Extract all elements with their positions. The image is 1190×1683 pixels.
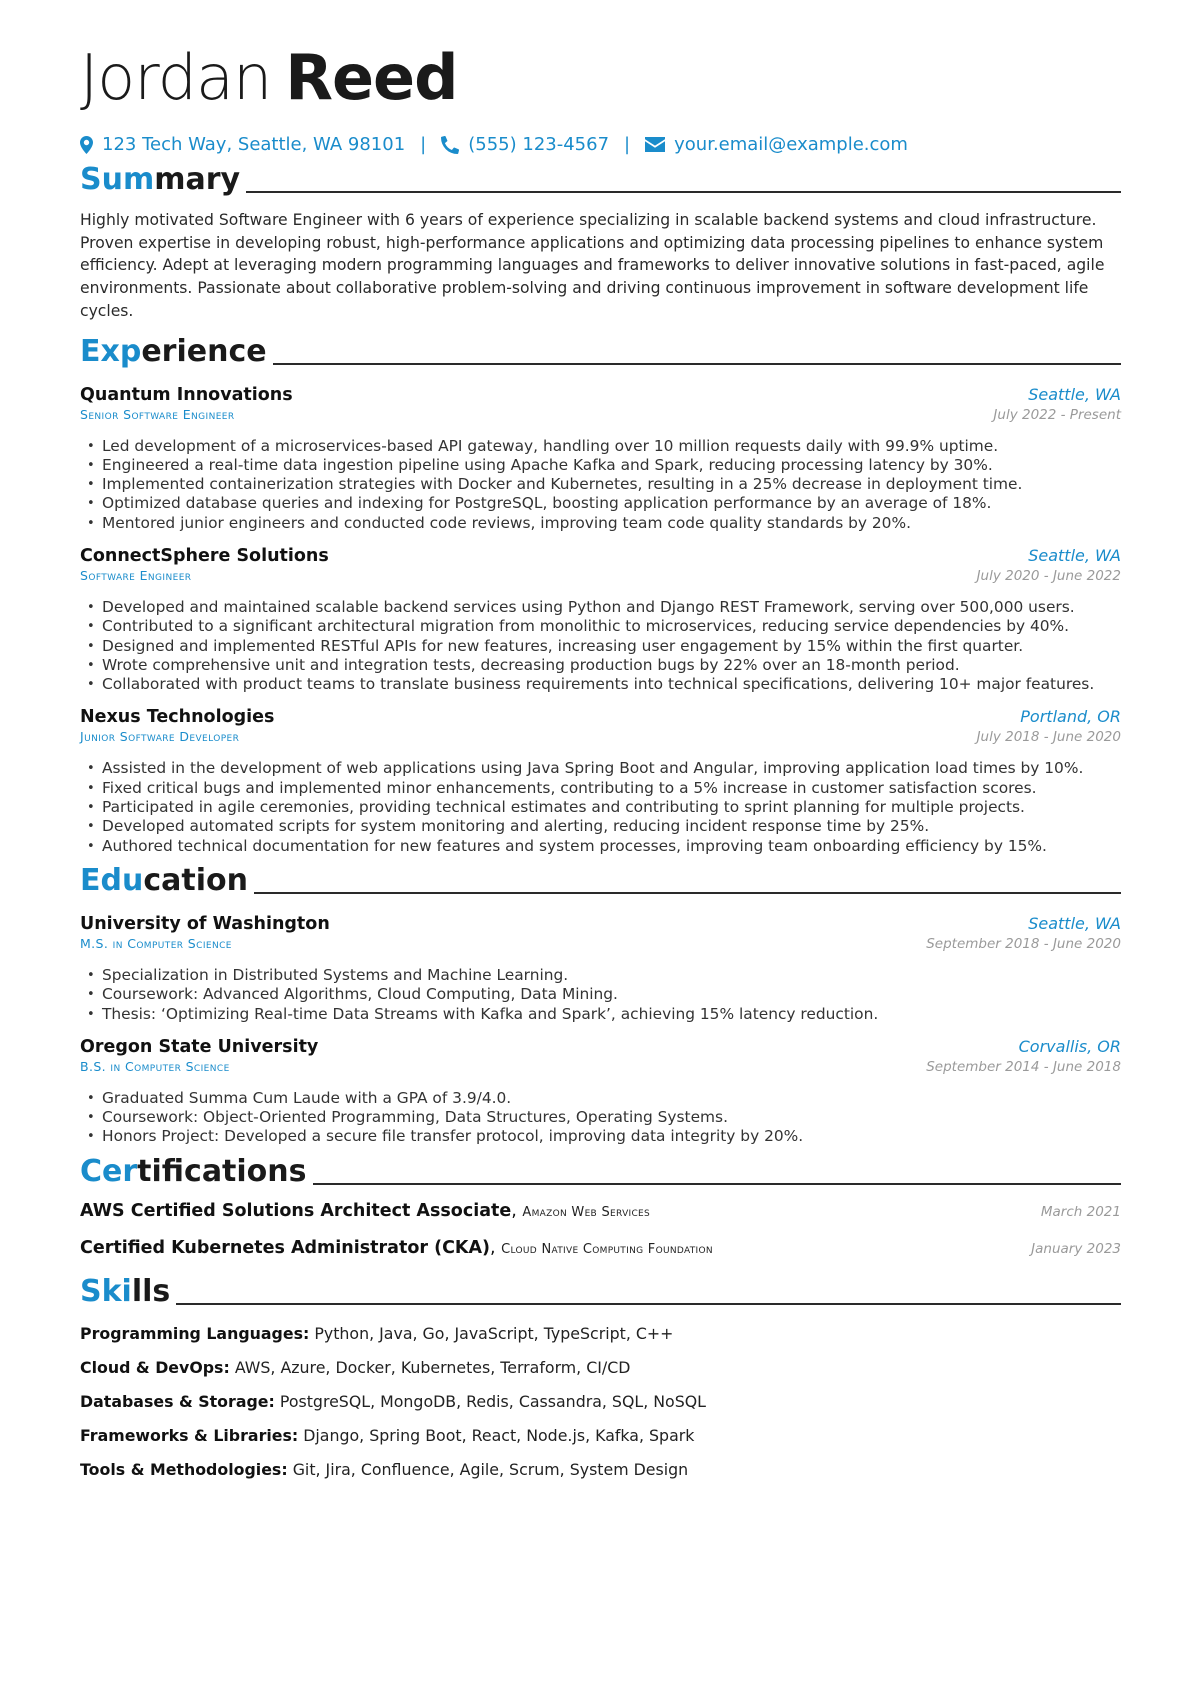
skills-heading	[80, 1269, 1121, 1311]
bullet-item: • Assisted in the development of web applications using Java Spring Boot and Angular, improving application load times by 10%.	[102, 759, 1121, 778]
education-entry	[80, 1037, 1121, 1147]
section-rule	[254, 892, 1121, 894]
section-title	[80, 333, 267, 371]
job-dates: July 2022 - Present	[993, 406, 1121, 423]
education-bullets	[80, 1089, 1121, 1147]
bullet-item: • Collaborated with product teams to translate business requirements into technical specifications, delivering 10+ major features.	[102, 675, 1121, 694]
bullet-item: • Developed and maintained scalable backend services using Python and Django REST Framework, serving over 500,000 users.	[102, 598, 1121, 617]
job-bullets	[80, 598, 1121, 694]
section-title	[80, 161, 240, 199]
section-title-rest: mary	[154, 162, 241, 197]
phone-icon	[441, 136, 459, 154]
skill-values: Django, Spring Boot, React, Node.js, Kafka, Spark	[303, 1425, 695, 1445]
bullet-item: • Coursework: Object-Oriented Programming, Data Structures, Operating Systems.	[102, 1108, 1121, 1127]
education-bullets	[80, 966, 1121, 1024]
section-title-accent: Edu	[80, 862, 144, 898]
map-pin-icon	[80, 136, 93, 154]
experience-entry	[80, 707, 1121, 855]
certifications-heading	[80, 1149, 1121, 1191]
section-title-accent: Sum	[80, 162, 155, 197]
section-rule	[313, 1183, 1121, 1185]
section-rule	[246, 191, 1121, 193]
skills-list	[80, 1317, 1121, 1487]
job-title: Junior Software Developer	[80, 729, 240, 745]
section-title	[80, 862, 248, 900]
skill-row	[80, 1453, 1121, 1487]
bullet-item: • Mentored junior engineers and conducted code reviews, improving team code quality standards by 20%.	[102, 514, 1121, 533]
contact-separator: |	[624, 134, 631, 155]
bullet-item: • Developed automated scripts for system monitoring and alerting, reducing incident response time by 25%.	[102, 817, 1121, 836]
section-rule	[273, 363, 1121, 365]
email-link[interactable]: your.email@example.com	[674, 134, 908, 155]
education-entry	[80, 914, 1121, 1024]
section-title-accent: Ski	[80, 1273, 132, 1309]
phone-item	[441, 134, 609, 155]
address-text: 123 Tech Way, Seattle, WA 98101	[102, 134, 406, 155]
bullet-item: • Contributed to a significant architectural migration from monolithic to microservices, reducing service dependencies by 40%.	[102, 617, 1121, 636]
bullet-item: • Wrote comprehensive unit and integration tests, decreasing production bugs by 22% over an 18-month period.	[102, 656, 1121, 675]
school-dates: September 2014 - June 2018	[926, 1058, 1121, 1075]
company-name: ConnectSphere Solutions	[80, 546, 329, 566]
job-dates: July 2018 - June 2020	[976, 729, 1121, 746]
job-bullets	[80, 437, 1121, 533]
address-item	[80, 134, 405, 155]
experience-entry	[80, 546, 1121, 694]
skill-values: AWS, Azure, Docker, Kubernetes, Terraform, CI/CD	[234, 1357, 631, 1377]
section-title	[80, 1273, 170, 1311]
certification-date: March 2021	[1040, 1203, 1121, 1220]
skill-category: Cloud & DevOps:	[80, 1357, 230, 1377]
first-name: Jordan	[80, 41, 272, 114]
contact-separator: |	[420, 134, 427, 155]
envelope-icon	[645, 137, 665, 152]
email-item[interactable]	[645, 134, 908, 155]
bullet-item: • Led development of a microservices-based API gateway, handling over 10 million requests daily with 99.9% uptime.	[102, 437, 1121, 456]
bullet-item: • Graduated Summa Cum Laude with a GPA of 3.9/4.0.	[102, 1089, 1121, 1108]
bullet-item: • Coursework: Advanced Algorithms, Cloud Computing, Data Mining.	[102, 985, 1121, 1004]
job-location: Portland, OR	[1020, 707, 1121, 727]
skill-category: Frameworks & Libraries:	[80, 1425, 299, 1445]
company-name: Nexus Technologies	[80, 707, 275, 728]
school-name: University of Washington	[80, 913, 330, 934]
bullet-item: • Specialization in Distributed Systems and Machine Learning.	[102, 966, 1121, 985]
certifications-list	[80, 1201, 1121, 1275]
job-dates: July 2020 - June 2022	[976, 568, 1121, 584]
bullet-item: • Engineered a real-time data ingestion pipeline using Apache Kafka and Spark, reducing processing latency by 30%.	[102, 456, 1121, 475]
job-title: Senior Software Engineer	[80, 406, 235, 422]
section-title-accent: Exp	[80, 333, 142, 369]
bullet-item: • Optimized database queries and indexing for PostgreSQL, boosting application performance by an average of 18%.	[102, 494, 1121, 513]
bullet-item: • Authored technical documentation for new features and system processes, improving team onboarding efficiency by 15%.	[102, 837, 1121, 856]
skill-category: Programming Languages:	[80, 1323, 310, 1343]
candidate-name	[80, 36, 1121, 120]
bullet-item: • Honors Project: Developed a secure file transfer protocol, improving data integrity by 20%.	[102, 1127, 1121, 1146]
school-name: Oregon State University	[80, 1036, 319, 1057]
section-rule	[176, 1303, 1121, 1305]
skill-category: Tools & Methodologies:	[80, 1459, 288, 1479]
summary-text: Highly motivated Software Engineer with 6 years of experience specializing in scalable backend systems and cloud infrastructure. Proven expertise in developing robust, high-performance applications and optimizing data processing pipelines to enhance system efficiency. Adept at leveraging modern programming languages and frameworks to deliver innovative solutions in fast-paced, agile environments. Passionate about collaborative problem-solving and driving continuous improvement in software development life cycles.	[80, 211, 1105, 320]
certification-item: AWS Certified Solutions Architect Associate, Amazon Web Services March 2021	[80, 1200, 1121, 1221]
skill-row	[80, 1351, 1121, 1385]
section-title-accent: Cer	[80, 1153, 138, 1189]
section-title	[80, 1153, 307, 1191]
certification-name: Certified Kubernetes Administrator (CKA)	[80, 1237, 491, 1258]
last-name: Reed	[285, 41, 458, 114]
education-heading	[80, 858, 1121, 900]
section-title-rest: cation	[143, 862, 248, 898]
job-bullets	[80, 759, 1121, 855]
contact-line	[80, 134, 1121, 155]
experience-entry	[80, 385, 1121, 533]
bullet-item: • Fixed critical bugs and implemented minor enhancements, contributing to a 5% increase in customer satisfaction scores.	[102, 779, 1121, 798]
certification-issuer: Cloud Native Computing Foundation	[501, 1241, 713, 1257]
section-title-rest: erience	[141, 333, 267, 369]
section-title-rest: lls	[131, 1273, 171, 1309]
skill-row	[80, 1419, 1121, 1453]
bullet-item: • Implemented containerization strategies with Docker and Kubernetes, resulting in a 25% decrease in deployment time.	[102, 475, 1121, 494]
summary-heading	[80, 157, 1121, 199]
certification-date: January 2023	[1031, 1240, 1121, 1257]
job-location: Seattle, WA	[1028, 384, 1121, 404]
certification-item: Certified Kubernetes Administrator (CKA), Cloud Native Computing Foundation January 2023	[80, 1237, 1121, 1258]
skill-category: Databases & Storage:	[80, 1391, 275, 1411]
job-location: Seattle, WA	[1028, 546, 1121, 565]
skill-values: Git, Jira, Confluence, Agile, Scrum, System Design	[292, 1459, 689, 1479]
school-location: Corvallis, OR	[1018, 1036, 1121, 1056]
school-dates: September 2018 - June 2020	[926, 935, 1121, 952]
phone-text: (555) 123-4567	[468, 134, 610, 155]
skill-values: PostgreSQL, MongoDB, Redis, Cassandra, SQL, NoSQL	[279, 1391, 706, 1411]
bullet-item: • Participated in agile ceremonies, providing technical estimates and contributing to sprint planning for multiple projects.	[102, 798, 1121, 817]
degree-title: M.S. in Computer Science	[80, 935, 232, 951]
company-name: Quantum Innovations	[80, 384, 293, 405]
bullet-item: • Designed and implemented RESTful APIs for new features, increasing user engagement by 15% within the first quarter.	[102, 637, 1121, 656]
skill-row	[80, 1317, 1121, 1351]
school-location: Seattle, WA	[1028, 913, 1121, 933]
skill-values: Python, Java, Go, JavaScript, TypeScript, C++	[314, 1323, 674, 1343]
certification-name: AWS Certified Solutions Architect Associate	[80, 1200, 512, 1221]
experience-heading	[80, 329, 1121, 371]
certification-issuer: Amazon Web Services	[522, 1204, 651, 1220]
bullet-item: • Thesis: ‘Optimizing Real-time Data Streams with Kafka and Spark’, achieving 15% latency reduction.	[102, 1005, 1121, 1024]
job-title: Software Engineer	[80, 568, 192, 583]
degree-title: B.S. in Computer Science	[80, 1058, 230, 1074]
skill-row	[80, 1385, 1121, 1419]
section-title-rest: tifications	[137, 1153, 307, 1189]
